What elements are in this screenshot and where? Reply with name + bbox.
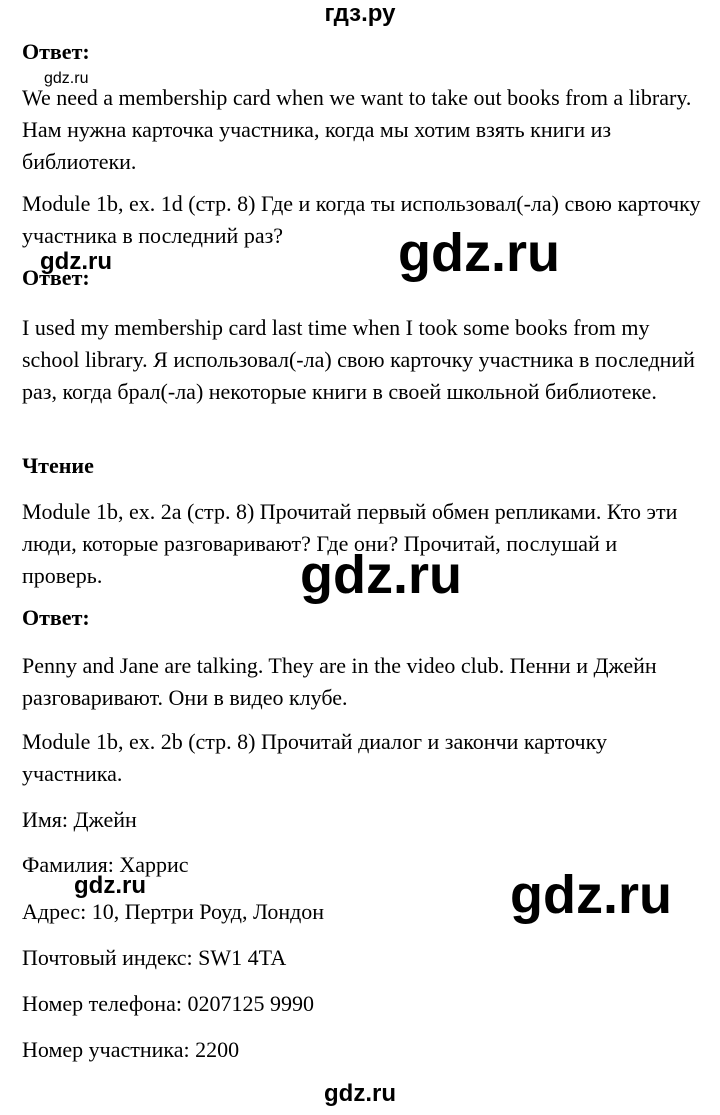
card-field-surname: Фамилия: Харрис xyxy=(22,852,189,877)
section-heading: Чтение xyxy=(22,453,94,478)
task-text: Module 1b, ex. 2b (стр. 8) Прочитай диалог и закончи карточку участника. xyxy=(22,729,607,786)
card-field-phone: Номер телефона: 0207125 9990 xyxy=(22,991,314,1016)
answer-label: Ответ: xyxy=(22,265,90,290)
card-field-name: Имя: Джейн xyxy=(22,807,137,832)
card-field-address: Адрес: 10, Пертри Роуд, Лондон xyxy=(22,899,325,924)
task-text: Module 1b, ex. 1d (стр. 8) Где и когда ты использовал(-ла) свою карточку участника в последний раз? xyxy=(22,191,701,248)
watermark-logo: gdz.ru xyxy=(40,248,112,275)
task-text: Module 1b, ex. 2a (стр. 8) Прочитай первый обмен репликами. Кто эти люди, которые разговаривают? Где они? Прочитай, послушай и проверь. xyxy=(22,499,678,588)
watermark-logo: gdz.ru xyxy=(44,70,89,87)
card-field-postcode: Почтовый индекс: SW1 4TA xyxy=(22,945,287,970)
watermark-logo: gdz.ru xyxy=(74,872,146,899)
answer-label: Ответ: xyxy=(22,605,90,630)
watermark-logo: gdz.ru xyxy=(510,865,672,925)
answer-text: We need a membership card when we want to take out books from a library. Нам нужна карточка участника, когда мы хотим взять книги из библиотеки. xyxy=(22,85,692,174)
watermark-logo: gdz.ru xyxy=(398,223,560,283)
card-field-member-number: Номер участника: 2200 xyxy=(22,1037,240,1062)
answer-text: I used my membership card last time when I took some books from my school library. Я использовал(-ла) свою карточку участника в последний раз, когда брал(-ла) некоторые книги в своей школьной библиотеке. xyxy=(22,315,695,404)
answer-label: Ответ: xyxy=(22,39,90,64)
answer-text: Penny and Jane are talking. They are in the video club. Пенни и Джейн разговаривают. Они в видео клубе. xyxy=(22,653,657,710)
site-header: гдз.ру xyxy=(324,0,396,27)
watermark-logo: gdz.ru xyxy=(300,545,462,605)
site-footer: gdz.ru xyxy=(324,1080,396,1107)
